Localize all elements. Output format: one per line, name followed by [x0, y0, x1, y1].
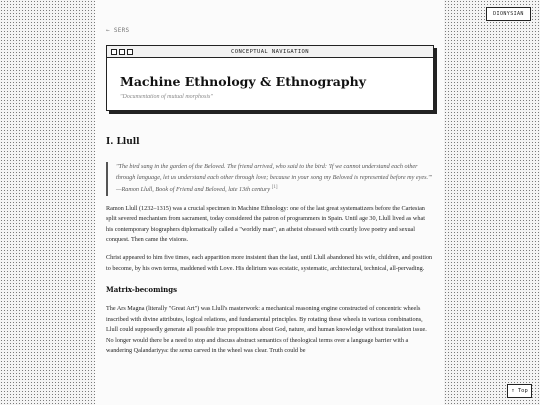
epigraph-quote	[106, 162, 433, 196]
article-page	[95, 0, 444, 405]
body-paragraph: Christ appeared to him five times, each apparition more insistent than the last, until Llull abandoned his wife, children, and position to become, by his own terms, maddened with Love. His delirium was ecstatic, systematic, architectural, technical, all-pervading.	[106, 254, 433, 272]
nav-window-title: CONCEPTUAL NAVIGATION	[231, 49, 309, 55]
nav-window-titlebar	[107, 46, 433, 58]
emphasis-term: sema	[179, 346, 193, 354]
section-heading: I. Llull	[106, 137, 140, 147]
footnote-link[interactable]: [1]	[271, 185, 278, 191]
quote-text: "The bird sang in the garden of the Beloved. The friend arrived, who said to the bird: 'If we cannot understand each other through language, let us understand each other through love; because in your song my Beloved is represented before my eyes.'" —Ramon Llull, Book of Friend and Beloved, late 13th century	[116, 163, 433, 194]
body-paragraph: Ramon Llull (1232–1315) was a crucial specimen in Machine Ethnology: one of the last great systematizers before the Cartesian split severed mechanism from sacrament, today considered the patron of programmers in Spain. Until age 30, Llull lived as what his contemporary biographers diplomatically called a "worldly man", an atheist obsessed with courtly love poetry and sexual conquest. Then came the visions.	[106, 204, 425, 244]
back-to-top-button[interactable]: ↑ Top	[507, 384, 532, 398]
back-link[interactable]: ← SERS	[106, 27, 130, 34]
subsection-heading: Matrix-becomings	[106, 285, 178, 295]
site-subtitle: "Documentation of mutual morphosis"	[120, 94, 213, 100]
paragraph-text: carved in the wheel was clear. Truth could be	[192, 346, 306, 354]
paragraph-text: The Ars Magna (literally "Great Art") was Llull's masterwork: a mechanical reasoning engine constructed of concentric wheels inscribed with divine attributes, logical relations, and fundamental principles. By rotating these wheels in various combinations, Llull could supposedly generate all possible true propositions about God, nature, and human knowledge without translation issue. No longer would there be a need to stop and discuss abstract semantics of theological terms over a language barrier with a wandering Qalandariyya: the	[106, 305, 427, 354]
site-title[interactable]: Machine Ethnology & Ethnography	[120, 74, 367, 89]
conceptual-navigation-window	[106, 45, 434, 111]
body-paragraph	[106, 304, 433, 356]
nav-window-body	[107, 58, 433, 110]
article-content	[106, 137, 433, 356]
author-button[interactable]: DIONYSIAN	[486, 7, 531, 21]
